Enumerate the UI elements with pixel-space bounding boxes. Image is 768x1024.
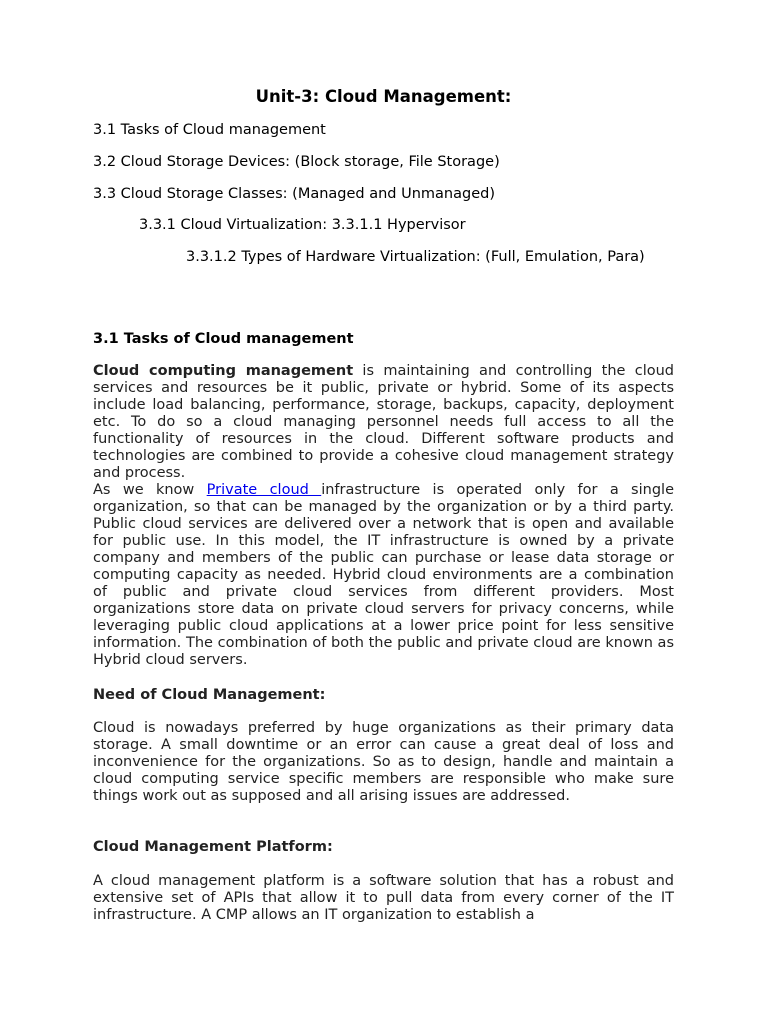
paragraph-text: is maintaining and controlling the cloud services and resources be it public, private or hybrid. Some of its aspects include load balancing, performance, storage, backups, capacity, deployment etc. To do so a cloud managing personnel needs full access to all the functionality of resources in the cloud. Different software products and technologies are combined to provide a cohesive cloud management strategy and process. [93, 363, 674, 481]
document-title: Unit-3: Cloud Management: [255, 87, 512, 106]
private-cloud-link[interactable]: Private cloud [206, 482, 322, 498]
need-heading: Need of Cloud Management: [93, 687, 326, 703]
toc-item-3-1: 3.1 Tasks of Cloud management [93, 122, 326, 138]
paragraph-platform: A cloud management platform is a software solution that has a robust and extensive set of APIs that allow it to pull data from every corner of the IT infrastructure. A CMP allows an IT organization to establish a [93, 873, 674, 923]
paragraph-text: infrastructure is operated only for a single organization, so that can be managed by the organization or by a third party. Public cloud services are delivered over a network that is open and available for public use. In this model, the IT infrastructure is owned by a private company and members of the public can purchase or lease data storage or computing capacity as needed. Hybrid cloud environments are a combination of public and private cloud services from different providers. Most organizations store data on private cloud servers for privacy concerns, while leveraging public cloud applications at a lower price point for less sensitive information. The combination of both the public and private cloud are known as Hybrid cloud servers. [93, 482, 674, 668]
toc-item-3-3-1-2: 3.3.1.2 Types of Hardware Virtualization: (Full, Emulation, Para) [186, 249, 645, 265]
toc-item-3-2: 3.2 Cloud Storage Devices: (Block storage, File Storage) [93, 154, 500, 170]
paragraph-cloud-computing-management [93, 363, 674, 482]
section-heading: 3.1 Tasks of Cloud management [93, 331, 354, 347]
paragraph-bold-lead: Cloud computing management [93, 363, 354, 379]
toc-item-3-3: 3.3 Cloud Storage Classes: (Managed and Unmanaged) [93, 186, 495, 202]
platform-heading: Cloud Management Platform: [93, 839, 333, 855]
paragraph-need: Cloud is nowadays preferred by huge organizations as their primary data storage. A small downtime or an error can cause a great deal of loss and inconvenience for the organizations. So as to design, handle and maintain a cloud computing service specific members are responsible who make sure things work out as supposed and all arising issues are addressed. [93, 720, 674, 804]
paragraph-private-cloud [93, 482, 674, 669]
toc-item-3-3-1: 3.3.1 Cloud Virtualization: 3.3.1.1 Hypervisor [139, 217, 466, 233]
paragraph-prefix: As we know [93, 482, 207, 498]
